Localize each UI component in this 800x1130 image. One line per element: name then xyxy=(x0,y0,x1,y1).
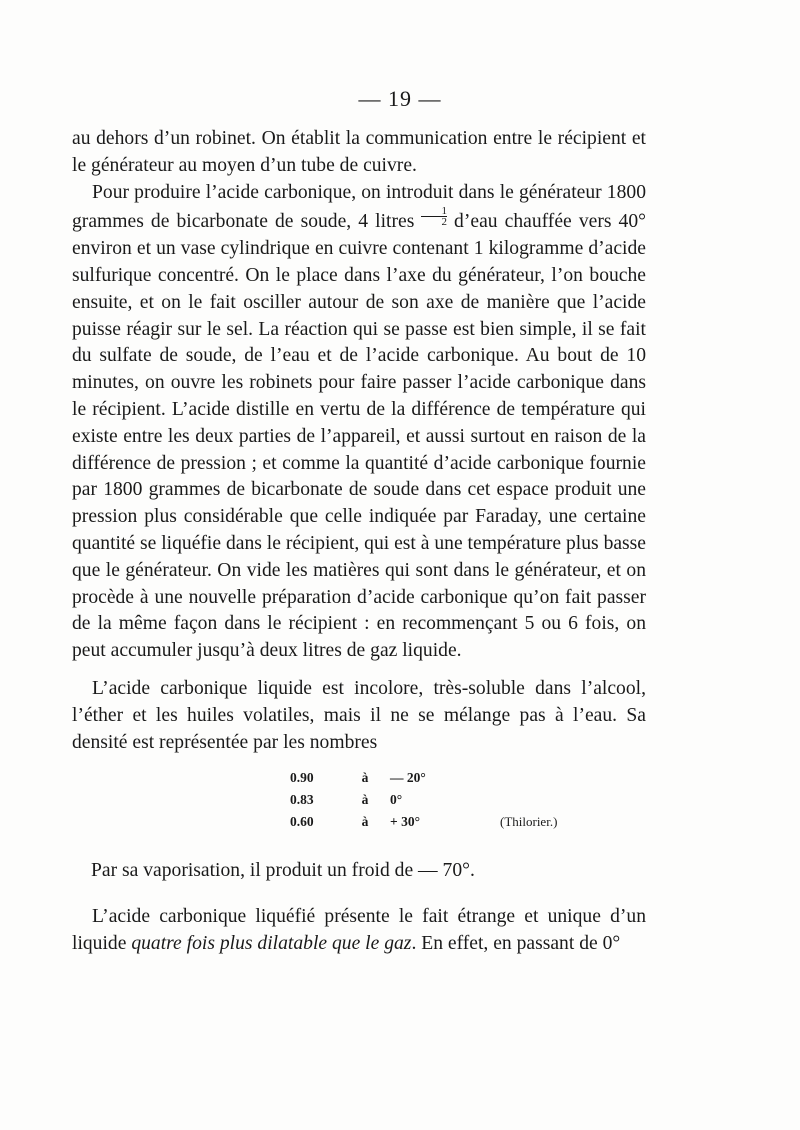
fraction-one-half xyxy=(421,206,447,227)
density-temperature: — 20° xyxy=(390,770,426,785)
density-value: 0.90 xyxy=(290,770,314,785)
properties-text-block xyxy=(72,676,646,756)
density-table xyxy=(290,767,557,833)
paragraph-properties: L’acide carbonique liquide est incolore, très-soluble dans l’alcool, l’éther et les huiles volatiles, mais il ne se mélange pas à l’eau. Sa densité est représentée par les nombres xyxy=(72,678,646,753)
paragraph-liquefied xyxy=(72,903,646,957)
density-source xyxy=(500,789,557,811)
density-row xyxy=(290,789,557,811)
density-value: 0.83 xyxy=(290,792,314,807)
fraction-denominator: 2 xyxy=(441,216,447,229)
density-temperature: + 30° xyxy=(390,814,420,829)
liquefied-text-end: . En effet, en passant de 0° xyxy=(411,933,621,954)
liquefied-italic-phrase: quatre fois plus dilatable que le gaz xyxy=(131,933,412,954)
paragraph-robinet: au dehors d’un robinet. On établit la communication entre le récipient et le générateur au moyen d’un tube de cuivre. xyxy=(72,128,646,176)
density-source xyxy=(500,767,557,789)
density-preposition: à xyxy=(361,814,369,829)
liquefied-text-block xyxy=(72,903,646,957)
density-preposition: à xyxy=(361,770,369,785)
paragraph-production xyxy=(72,180,646,665)
paragraph-production-start: Pour produire l’acide carbonique, on introduit dans le générateur 1800 grammes de bicarbonate de soude, 4 litres xyxy=(72,181,646,233)
fraction-numerator: 1 xyxy=(421,206,447,217)
density-temperature: 0° xyxy=(390,792,403,807)
density-value: 0.60 xyxy=(290,814,314,829)
density-row xyxy=(290,767,557,789)
density-preposition: à xyxy=(361,792,369,807)
paragraph-production-rest: d’eau chauffée vers 40° environ et un vase cylindrique en cuivre contenant 1 kilogramme d’acide sulfurique concentré. On le place dans l’axe du générateur, l’on bouche ensuite, et on le fait osciller autour de son axe de manière que l’acide puisse réagir sur le sel. La réaction qui se passe est bien simple, il se fait du sulfate de soude, de l’eau et de l’acide carbonique. Au bout de 10 minutes, on ouvre les robinets pour faire passer l’acide carbonique dans le récipient. L’acide distille en vertu de la différence de température qui existe entre les deux parties de l’appareil, et aussi surtout en raison de la différence de pression ; et comme la quantité d’acide carbonique fournie par 1800 grammes de bicarbonate de soude dans cet espace produit une pression plus considérable que celle indiquée par Faraday, une certaine quantité se liquéfie dans le récipient, qui est à une température plus basse que le générateur. On vide les matières qui sont dans le générateur, et on procède à une nouvelle préparation d’acide carbonique qu’on fait passer de la même façon dans le récipient : en recommençant 5 ou 6 fois, on peut accumuler jusqu’à deux litres de gaz liquide. xyxy=(72,211,647,662)
density-source: (Thilorier.) xyxy=(500,814,558,829)
vaporisation-line: Par sa vaporisation, il produit un froid de — 70°. xyxy=(91,860,475,881)
main-text-block xyxy=(72,126,646,665)
liquefied-text-start: L’acide carbonique liquéfié présente le fait étrange et unique d’un liquide xyxy=(72,906,646,954)
density-row xyxy=(290,811,557,833)
page-number: — 19 — xyxy=(358,86,442,111)
